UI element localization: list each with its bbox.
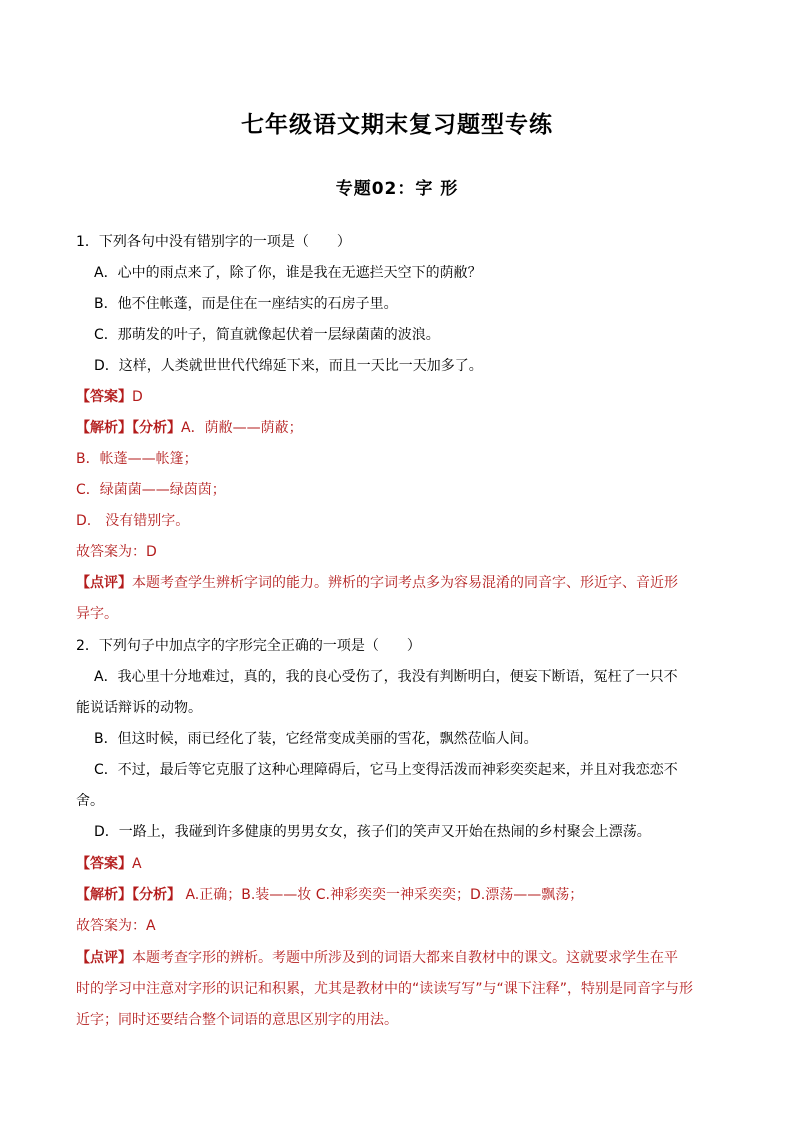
- q2-analysis-text: A.正确；B.装——妆 C.神彩奕奕一神采奕奕；D.漂荡——飘荡；: [181, 887, 584, 903]
- document-subtitle: 专题02：字 形: [335, 179, 459, 199]
- q2-comment-tag: 【点评】: [76, 950, 132, 966]
- q2-option-a: A．我心里十分地难过，真的，我的良心受伤了，我没有判断明白，便妄下断语，冤枉了一只不: [94, 669, 678, 685]
- q2-stem: 2．下列句子中加点字的字形完全正确的一项是（ ）: [76, 638, 421, 654]
- q1-option-a: A．心中的雨点来了，除了你，谁是我在无遮拦天空下的荫敝？: [94, 265, 482, 281]
- q2-comment-continued: 近字；同时还要结合整个词语的意思区别字的用法。: [76, 1012, 398, 1028]
- q1-option-b: B．他不住帐蓬，而是住在一座结实的石房子里。: [94, 296, 398, 312]
- q1-analysis-line: C．绿菌菌——绿茵茵；: [76, 482, 226, 498]
- q1-option-c: C．那萌发的叶子，简直就像起伏着一层绿菌菌的波浪。: [94, 327, 440, 343]
- q1-comment: [76, 573, 726, 593]
- q1-comment-tag: 【点评】: [76, 575, 132, 591]
- q2-option-c-continued: 舍。: [76, 793, 104, 809]
- q1-analysis-tag: 【解析】【分析】: [76, 420, 181, 436]
- q1-answer-value: D: [132, 389, 143, 405]
- q1-comment-text: 本题考查学生辨析字词的能力。辨析的字词考点多为容易混淆的同音字、形近字、音近形: [132, 575, 678, 591]
- q2-comment: [76, 948, 726, 968]
- q2-answer: [76, 854, 726, 874]
- q2-analysis-tag: 【解析】【分析】: [76, 887, 181, 903]
- q2-option-c: C．不过，最后等它克服了这种心理障碍后，它马上变得活泼而神彩奕奕起来，并且对我恋恋不: [94, 762, 678, 778]
- document-title: 七年级语文期末复习题型专练: [241, 112, 553, 138]
- q2-option-b: B．但这时候，雨已经化了装，它经常变成美丽的雪花，飘然莅临人间。: [94, 731, 538, 747]
- q1-analysis-line: D. 没有错别字。: [76, 513, 190, 529]
- q1-analysis: [76, 418, 726, 438]
- q2-final-answer: 故答案为：A: [76, 918, 156, 934]
- q1-analysis-first: A．荫敝——荫蔽；: [181, 420, 303, 436]
- q2-answer-tag: 【答案】: [76, 856, 132, 872]
- q1-comment-continued: 异字。: [76, 606, 118, 622]
- q2-option-d: D．一路上，我碰到许多健康的男男女女，孩子们的笑声又开始在热闹的乡村聚会上漂荡。: [94, 824, 651, 840]
- q2-analysis: [76, 885, 726, 905]
- q2-answer-value: A: [132, 856, 142, 872]
- q1-answer-tag: 【答案】: [76, 389, 132, 405]
- q1-analysis-line: B．帐蓬——帐篷；: [76, 451, 198, 467]
- q1-stem: 1．下列各句中没有错别字的一项是（ ）: [76, 234, 351, 250]
- q1-final-answer: 故答案为：D: [76, 544, 157, 560]
- q1-option-d: D．这样，人类就世世代代绵延下来，而且一天比一天加多了。: [94, 358, 483, 374]
- q2-comment-continued: 时的学习中注意对字形的识记和积累，尤其是教材中的“读读写写”与“课下注释”，特别是同音字与形: [76, 981, 694, 997]
- q1-answer: [76, 387, 726, 407]
- q2-option-a-continued: 能说话辩诉的动物。: [76, 700, 202, 716]
- q2-comment-text: 本题考查字形的辨析。考题中所涉及到的词语大都来自教材中的课文。这就要求学生在平: [132, 950, 678, 966]
